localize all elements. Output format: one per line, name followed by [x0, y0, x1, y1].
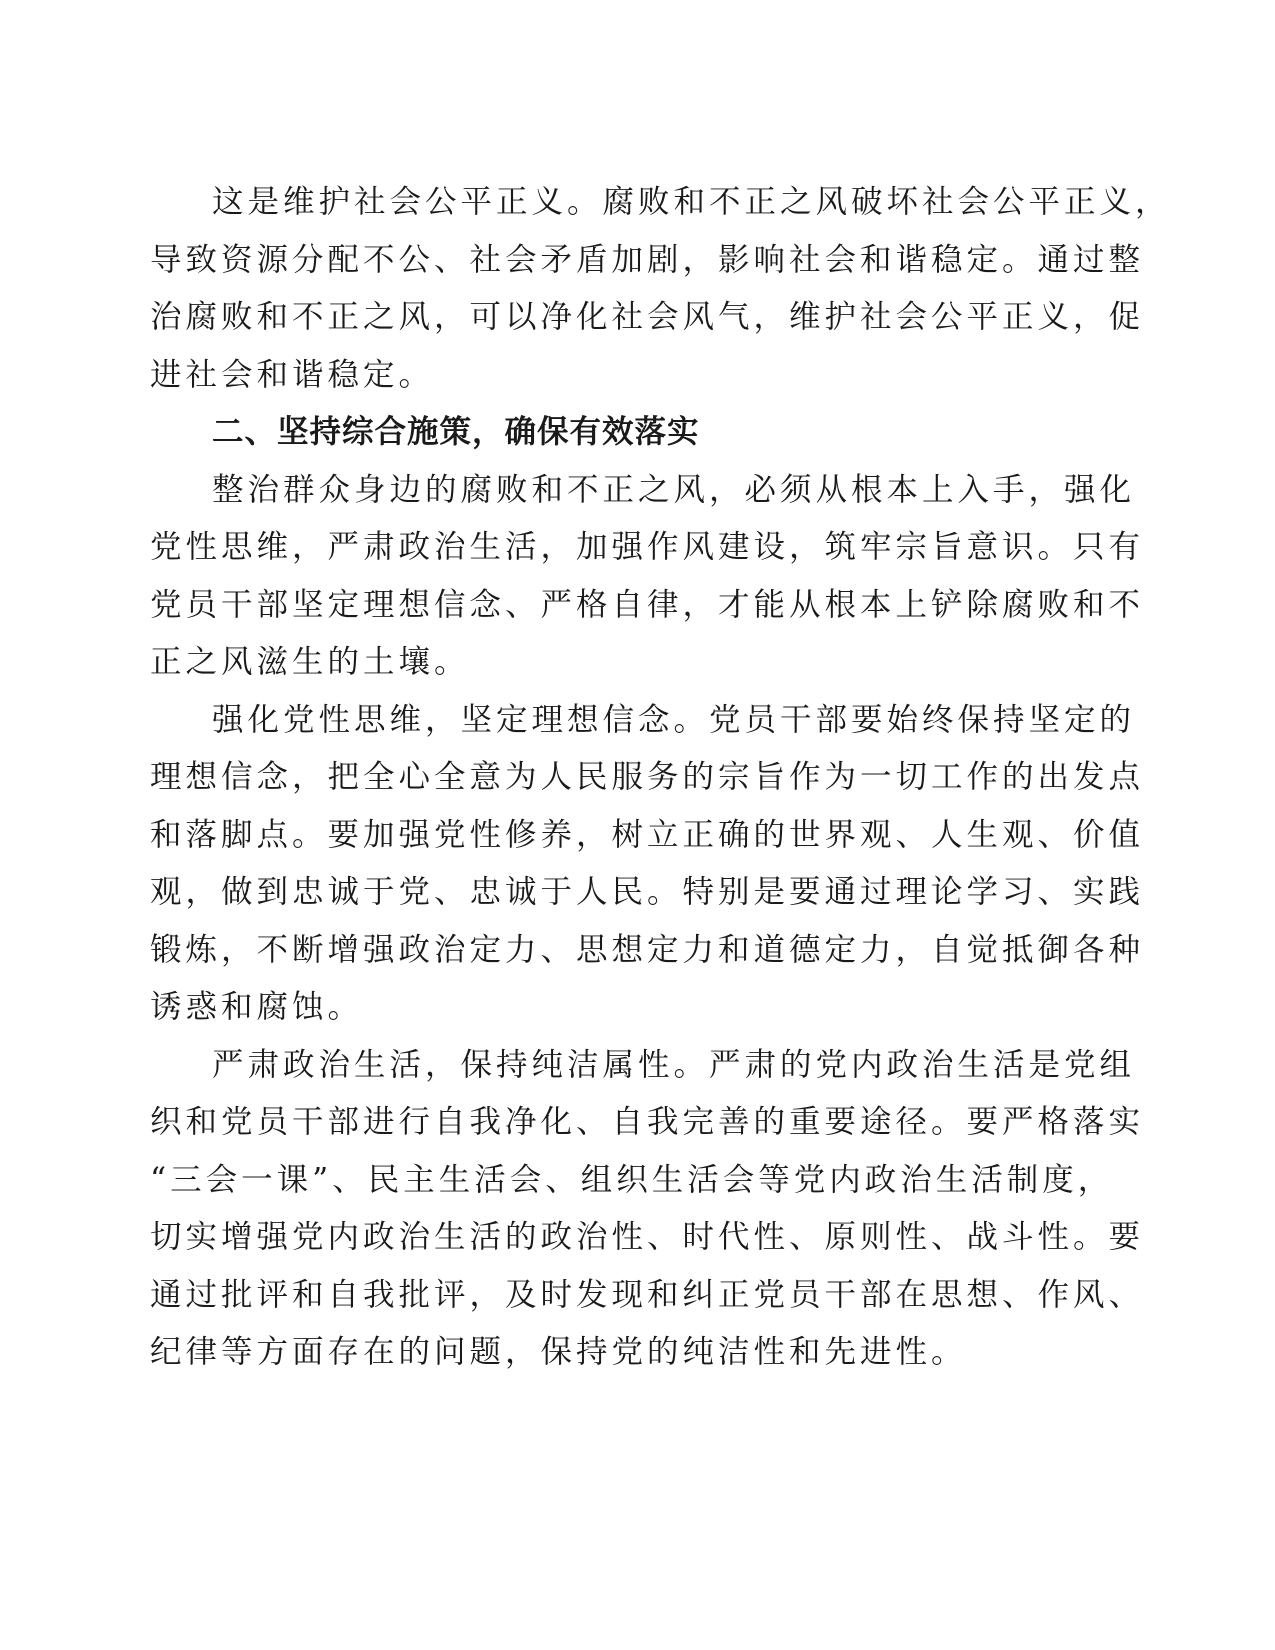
paragraph-line: 正之风滋生的土壤。: [150, 644, 470, 680]
paragraph-line: 整治群众身边的腐败和不正之风，必须从根本上入手，强化: [212, 471, 1136, 508]
paragraph-line: 通过批评和自我批评，及时发现和纠正党员干部在思想、作风、: [150, 1276, 1145, 1313]
document-body: [150, 174, 1171, 1382]
paragraph-line: 观，做到忠诚于党、忠诚于人民。特别是要通过理论学习、实践: [150, 874, 1145, 910]
paragraph-line: 理想信念，把全心全意为人民服务的宗旨作为一切工作的出发点: [150, 759, 1145, 795]
paragraph-line: “三会一课”、民主生活会、组织生活会等党内政治生活制度，: [150, 1161, 1114, 1198]
paragraph-line: 切实增强党内政治生活的政治性、时代性、原则性、战斗性。要: [150, 1219, 1145, 1255]
paragraph-line: 锻炼，不断增强政治定力、思想定力和道德定力，自觉抵御各种: [150, 931, 1145, 968]
paragraph-line: 治腐败和不正之风，可以净化社会风气，维护社会公平正义，促: [150, 299, 1145, 335]
paragraph-line: 这是维护社会公平正义。腐败和不正之风破坏社会公平正义，: [212, 184, 1171, 220]
paragraph-line: 党员干部坚定理想信念、严格自律，才能从根本上铲除腐败和不: [150, 586, 1145, 623]
paragraph-line: 严肃政治生活，保持纯洁属性。严肃的党内政治生活是党组: [212, 1046, 1136, 1083]
paragraph-line: 诱惑和腐蚀。: [150, 989, 364, 1025]
paragraph-line: 织和党员干部进行自我净化、自我完善的重要途径。要严格落实: [150, 1104, 1145, 1140]
paragraph-line: 进社会和谐稳定。: [150, 356, 435, 393]
section-heading: 二、坚持综合施策，确保有效落实: [212, 414, 700, 450]
paragraph-line: 纪律等方面存在的问题，保持党的纯洁性和先进性。: [150, 1334, 967, 1370]
paragraph-line: 强化党性思维，坚定理想信念。党员干部要始终保持坚定的: [212, 701, 1136, 738]
paragraph-line: 党性思维，严肃政治生活，加强作风建设，筑牢宗旨意识。只有: [150, 529, 1145, 565]
paragraph-line: 导致资源分配不公、社会矛盾加剧，影响社会和谐稳定。通过整: [150, 241, 1145, 278]
paragraph-line: 和落脚点。要加强党性修养，树立正确的世界观、人生观、价值: [150, 816, 1145, 853]
